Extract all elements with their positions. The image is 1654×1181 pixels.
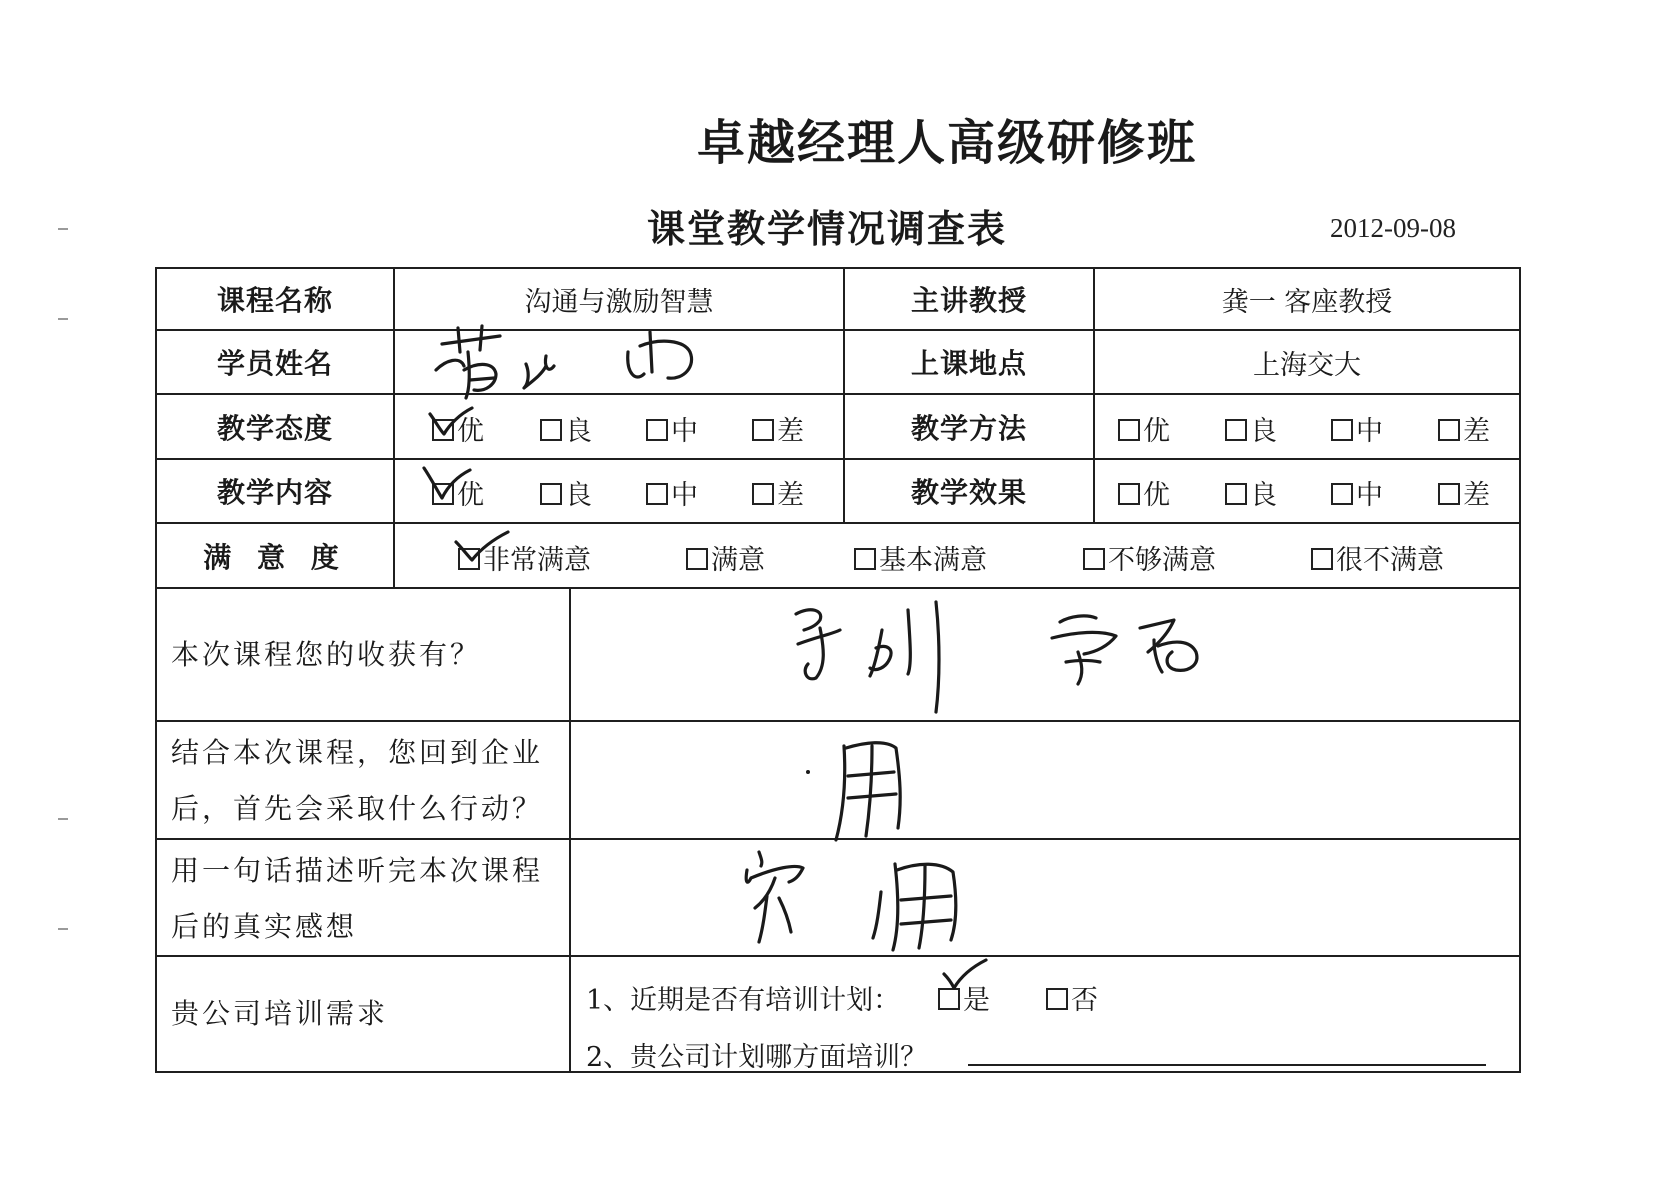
checkbox-icon: [540, 483, 562, 505]
method-option-excellent[interactable]: 优: [1118, 409, 1170, 448]
checkbox-icon: [1118, 483, 1140, 505]
checkmark-icon: [452, 528, 512, 572]
checkbox-icon: [752, 483, 774, 505]
checkbox-icon: [1438, 419, 1460, 441]
effect-option-good[interactable]: 良: [1225, 473, 1277, 512]
content-option-poor[interactable]: 差: [752, 473, 804, 512]
scan-mark: [58, 928, 68, 930]
handwritten-action-answer: [800, 728, 940, 848]
student-name-label: 学员姓名: [216, 347, 333, 380]
action-question: 结合本次课程，您回到企业 后，首先会采取什么行动？: [171, 736, 544, 825]
content-label: 教学内容: [216, 476, 333, 509]
training-area-question: 2、贵公司计划哪方面培训？: [586, 1042, 928, 1073]
checkbox-icon: [1438, 483, 1460, 505]
effect-label: 教学效果: [910, 476, 1027, 509]
checkbox-icon: [1225, 483, 1247, 505]
checkbox-icon: [1046, 988, 1068, 1010]
checkbox-icon: [1083, 548, 1105, 570]
effect-option-poor[interactable]: 差: [1438, 473, 1490, 512]
handwritten-student-name: [430, 322, 750, 402]
effect-option-excellent[interactable]: 优: [1118, 473, 1170, 512]
form-subtitle: 课堂教学情况调查表: [646, 207, 1007, 251]
scan-mark: [58, 318, 68, 320]
form-title: 卓越经理人高级研修班: [696, 115, 1197, 171]
location-label: 上课地点: [910, 347, 1027, 380]
checkmark-icon: [942, 958, 990, 998]
content-option-good[interactable]: 良: [540, 473, 592, 512]
checkbox-icon: [646, 419, 668, 441]
lecturer-value: 龚一 客座教授: [1221, 286, 1393, 318]
method-option-average[interactable]: 中: [1331, 409, 1383, 448]
checkbox-icon: [1225, 419, 1247, 441]
handwritten-feeling-answer: [745, 848, 985, 958]
satisfaction-option-basically-satisfied[interactable]: 基本满意: [854, 538, 987, 577]
checkmark-icon: [420, 462, 476, 508]
form-date: 2012-09-08: [1330, 213, 1456, 243]
feeling-question: 用一句话描述听完本次课程 后的真实感想: [171, 853, 544, 943]
satisfaction-option-satisfied[interactable]: 满意: [686, 538, 765, 577]
content-option-average[interactable]: 中: [646, 473, 698, 512]
satisfaction-option-very-satisfied[interactable]: 非常满意: [458, 538, 591, 577]
attitude-option-good[interactable]: 良: [540, 409, 592, 448]
attitude-option-average[interactable]: 中: [646, 409, 698, 448]
course-name-value: 沟通与激励智慧: [524, 286, 714, 318]
training-needs-label: 贵公司培训需求: [171, 997, 389, 1030]
method-option-good[interactable]: 良: [1225, 409, 1277, 448]
checkbox-icon: [854, 548, 876, 570]
checkbox-icon: [1331, 419, 1353, 441]
location-value: 上海交大: [1253, 349, 1361, 381]
lecturer-label: 主讲教授: [910, 284, 1027, 317]
effect-option-average[interactable]: 中: [1331, 473, 1383, 512]
attitude-option-poor[interactable]: 差: [752, 409, 804, 448]
attitude-label: 教学态度: [216, 411, 333, 445]
course-name-label: 课程名称: [216, 284, 333, 317]
satisfaction-option-very-dissatisfied[interactable]: 很不满意: [1311, 538, 1444, 577]
method-option-poor[interactable]: 差: [1438, 409, 1490, 448]
checkbox-icon: [540, 419, 562, 441]
checkbox-icon: [1331, 483, 1353, 505]
checkbox-icon: [752, 419, 774, 441]
training-area-answer-line[interactable]: [968, 1064, 1486, 1066]
training-plan-yes-option[interactable]: 是: [938, 978, 990, 1017]
checkbox-icon: [646, 483, 668, 505]
checkbox-icon: [1311, 548, 1333, 570]
training-plan-no-option[interactable]: 否: [1046, 978, 1098, 1017]
checkmark-icon: [426, 404, 476, 444]
satisfaction-option-not-satisfied-enough[interactable]: 不够满意: [1083, 538, 1216, 577]
training-plan-question: 1、近期是否有培训计划：: [586, 985, 901, 1016]
method-label: 教学方法: [910, 411, 1027, 445]
scan-mark: [58, 818, 68, 820]
checkbox-icon: [1118, 419, 1140, 441]
attitude-option-excellent[interactable]: 优: [432, 409, 484, 448]
gain-question: 本次课程您的收获有？: [171, 637, 482, 671]
satisfaction-label: 满 意 度: [203, 540, 347, 574]
content-option-excellent[interactable]: 优: [432, 473, 484, 512]
handwritten-gain-answer: [790, 600, 1270, 730]
checkbox-icon: [686, 548, 708, 570]
